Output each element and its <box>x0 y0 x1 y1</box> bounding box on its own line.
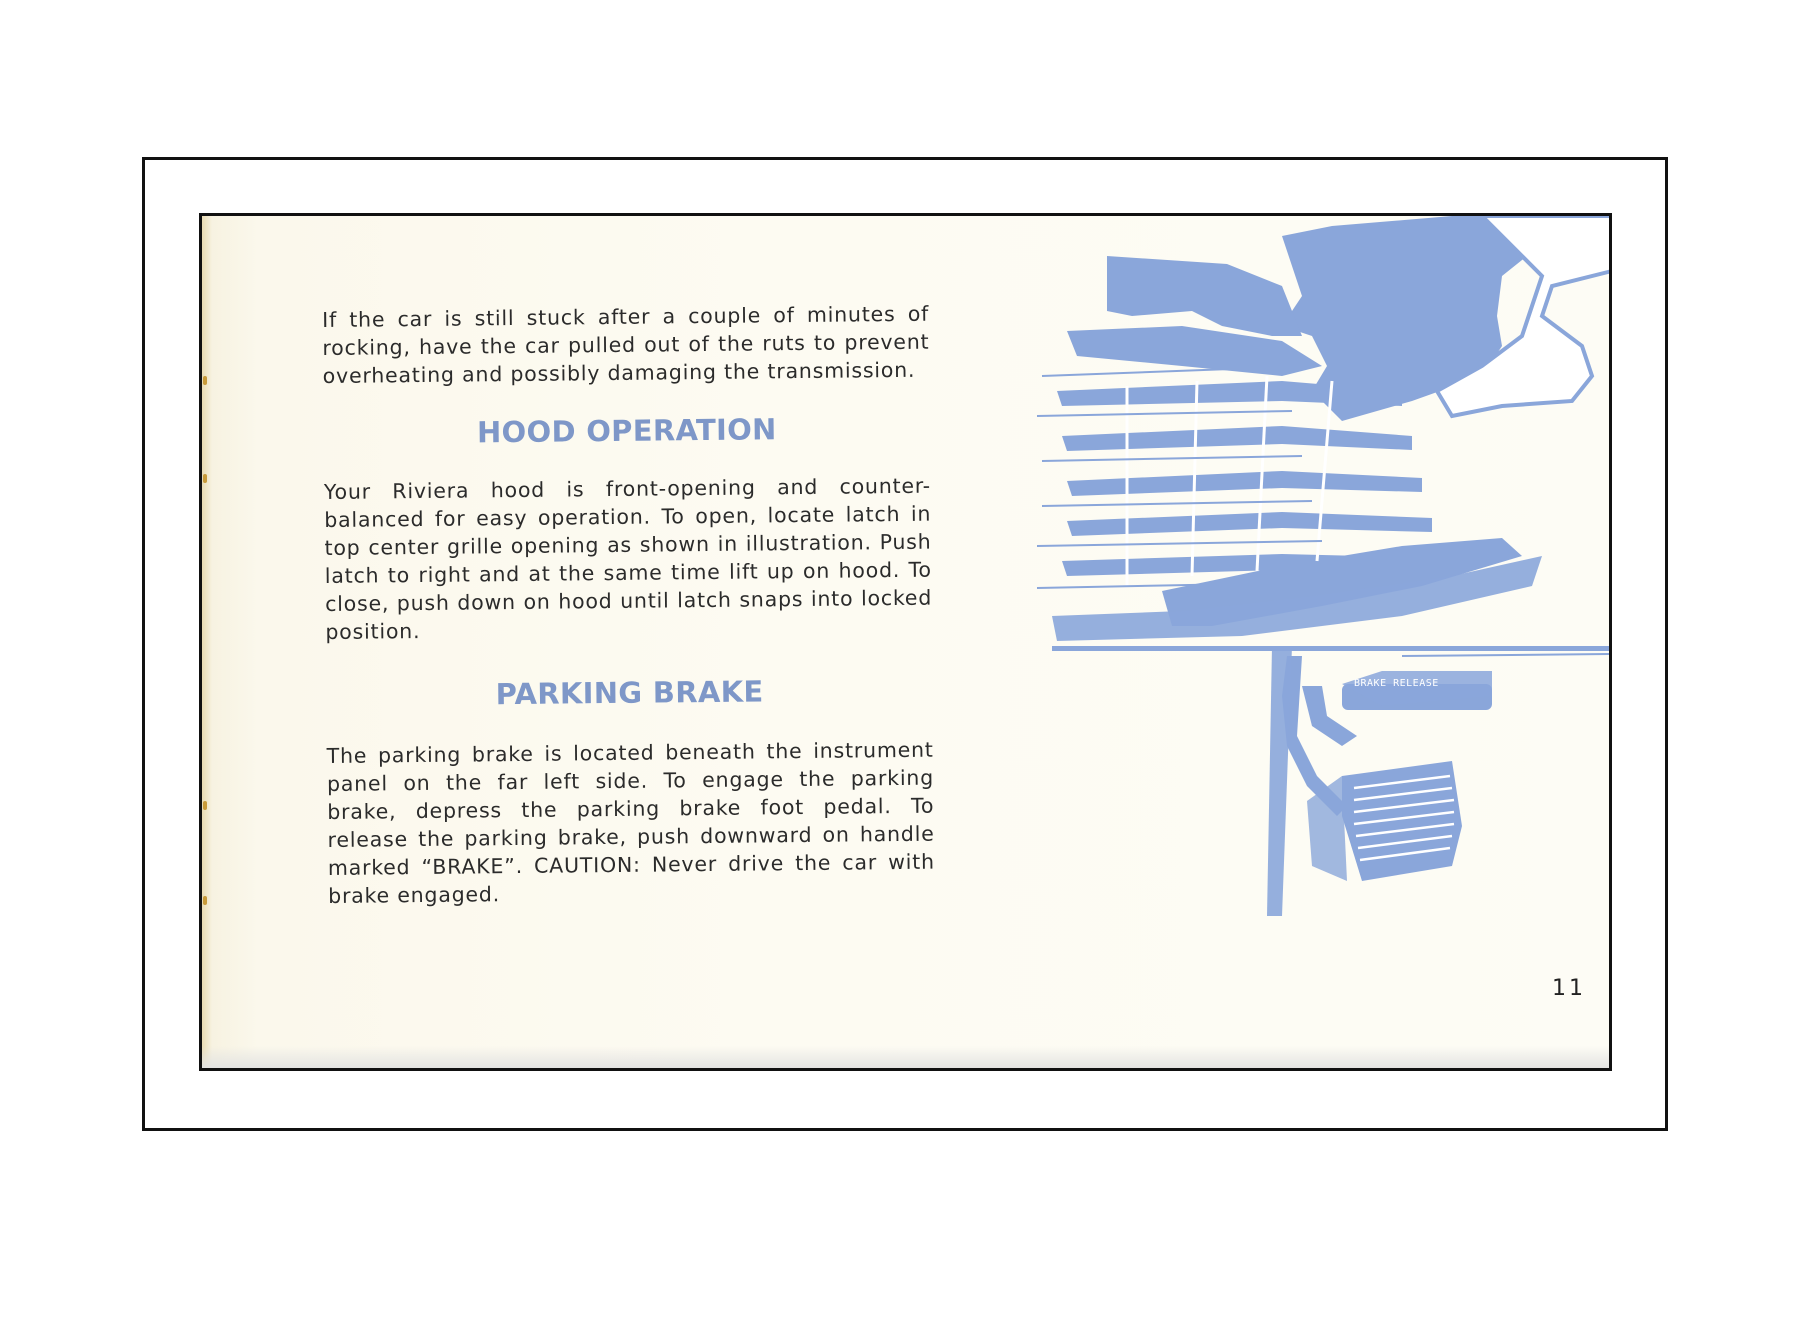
text-column <box>322 300 935 910</box>
grille-bar <box>1062 426 1412 451</box>
binding-mark <box>203 801 207 810</box>
binding-mark <box>203 376 207 385</box>
hood-latch-and-brake-illustration <box>982 216 1612 976</box>
intro-paragraph: If the car is still stuck after a couple of minutes of rocking, have the car pulled out of the ruts to prevent overheating and possibly damaging the transmission. <box>322 301 930 388</box>
binding-edge <box>202 216 212 1068</box>
grille-bar <box>1067 471 1422 496</box>
brake-release-label: BRAKE RELEASE <box>1354 678 1439 689</box>
manual-page <box>199 213 1612 1071</box>
binding-mark <box>203 474 207 483</box>
section-body-parking-brake: The parking brake is located beneath the instrument panel on the far left side. To engage the parking brake, depress the parking brake foot pedal. To release the parking brake, push downward on handle marked “BRAKE”. CAUTION: Never drive the car with brake engaged. <box>326 737 935 908</box>
hood-edge-illustration <box>1107 256 1302 336</box>
binding-mark <box>203 896 207 905</box>
brake-pedal-illustration <box>1342 761 1462 881</box>
section-heading-parking-brake: PARKING BRAKE <box>495 674 764 712</box>
column-illustration <box>1267 646 1292 916</box>
floor-line <box>1052 646 1612 651</box>
grille-bar <box>1067 512 1432 536</box>
section-body-hood-operation: Your Riviera hood is front-opening and counter-balanced for easy operation. To open, locate latch in top center grille opening as shown in illustration. Push latch to right and at the same time lift up on hood. To close, push down on hood until latch snaps into locked position. <box>323 473 933 644</box>
section-heading-hood-operation: HOOD OPERATION <box>476 412 777 450</box>
page-bottom-shade <box>202 1046 1609 1068</box>
page-number: 11 <box>1552 976 1586 1001</box>
